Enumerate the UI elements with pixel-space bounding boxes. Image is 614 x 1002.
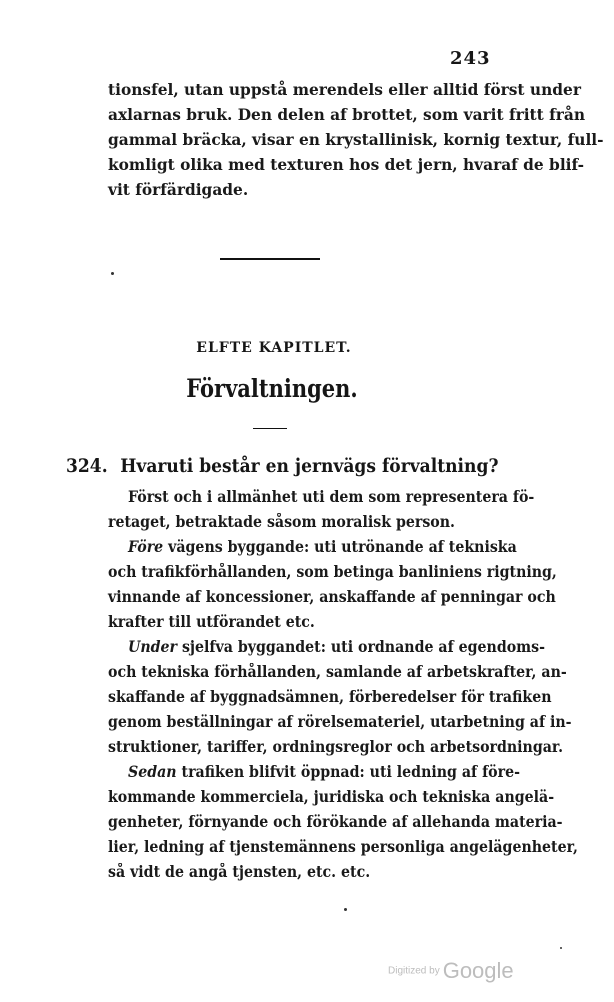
text-line: genom beställningar af rörelsemateriel, utarbetning af in- bbox=[108, 713, 572, 731]
text-line: vinnande af koncessioner, anskaffande af penningar och bbox=[108, 588, 556, 606]
text-line: genheter, förnyande och förökande af allehanda materia- bbox=[108, 813, 563, 831]
question-heading bbox=[66, 455, 499, 477]
text-line: Först och i allmänhet uti dem som representera fö- bbox=[128, 488, 535, 506]
digitized-watermark bbox=[388, 958, 514, 984]
google-logo: Google bbox=[442, 958, 514, 983]
text-line: komligt olika med texturen hos det jern, hvaraf de blif- bbox=[108, 156, 584, 174]
question-text: Hvaruti består en jernvägs förvaltning? bbox=[120, 455, 499, 477]
emphasis-lead: Under bbox=[128, 638, 178, 656]
text-line: retaget, betraktade såsom moralisk person. bbox=[108, 513, 455, 531]
text-line: krafter till utförandet etc. bbox=[108, 613, 315, 631]
title-divider bbox=[253, 428, 287, 429]
question-number: 324. bbox=[66, 455, 108, 477]
text-line: axlarnas bruk. Den delen af brottet, som varit fritt från bbox=[108, 106, 586, 124]
chapter-heading: ELFTE KAPITLET. bbox=[196, 340, 352, 356]
text-line: struktioner, tariffer, ordningsreglor och arbetsordningar. bbox=[108, 738, 564, 756]
text-line: tionsfel, utan uppstå merendels eller alltid först under bbox=[108, 81, 581, 99]
text-line: och tekniska förhållanden, samlande af arbetskrafter, an- bbox=[108, 663, 567, 681]
text-line: Under sjelfva byggandet: uti ordnande af egendoms- bbox=[128, 638, 545, 656]
text-line: vit förfärdigade. bbox=[108, 181, 249, 199]
text-line: lier, ledning af tjenstemännens personliga angelägenheter, bbox=[108, 838, 578, 856]
text-line: Sedan trafiken blifvit öppnad: uti ledning af före- bbox=[128, 763, 520, 781]
text-line: kommande kommerciela, juridiska och tekniska angelä- bbox=[108, 788, 555, 806]
emphasis-lead: Sedan bbox=[128, 763, 177, 781]
chapter-title: Förvaltningen. bbox=[186, 374, 358, 403]
text-line: och trafikförhållanden, som betinga banliniens rigtning, bbox=[108, 563, 557, 581]
text-line: Före vägens byggande: uti utrönande af tekniska bbox=[128, 538, 517, 556]
section-divider bbox=[220, 258, 320, 260]
ink-speck bbox=[111, 272, 114, 275]
emphasis-lead: Före bbox=[128, 538, 164, 556]
page-number: 243 bbox=[450, 48, 491, 69]
ink-speck bbox=[560, 947, 562, 949]
watermark-prefix: Digitized by bbox=[388, 965, 440, 977]
text-line: gammal bräcka, visar en krystallinisk, kornig textur, full- bbox=[108, 131, 604, 149]
text-line: skaffande af byggnadsämnen, förberedelser för trafiken bbox=[108, 688, 552, 706]
text-line: så vidt de angå tjensten, etc. etc. bbox=[108, 863, 371, 881]
ink-speck bbox=[344, 908, 347, 911]
